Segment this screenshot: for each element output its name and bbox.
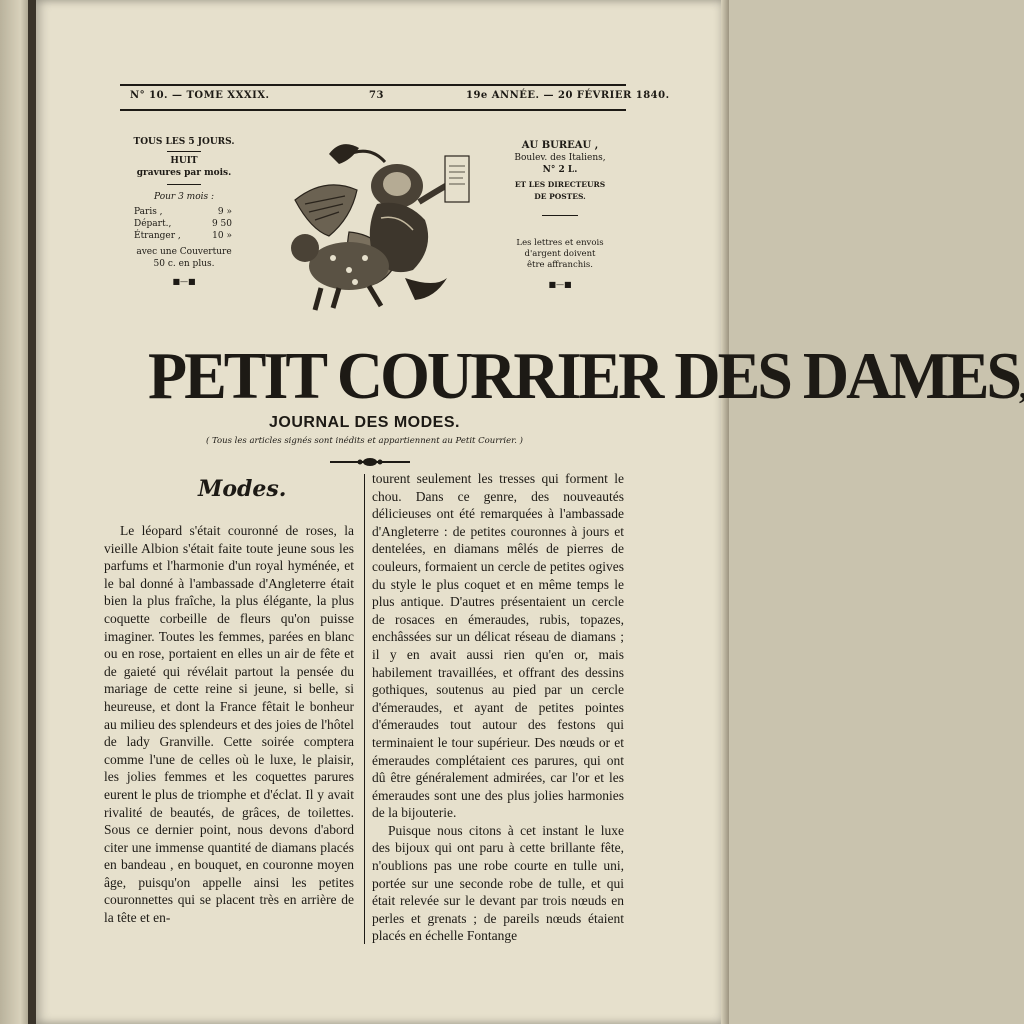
left-column bbox=[104, 522, 354, 927]
header-top-rule bbox=[120, 84, 626, 86]
bureau-number: N° 2 L. bbox=[542, 165, 578, 175]
price-row: Étranger , 10 » bbox=[134, 231, 232, 241]
pour-text: Pour 3 mois : bbox=[154, 192, 214, 202]
copyright-notice: ( Tous les articles signés sont inédits et appartiennent au Petit Courrier. ) bbox=[205, 436, 523, 446]
price-row: Départ., 9 50 bbox=[134, 219, 232, 229]
article-paragraph: tourent seulement les tresses qui forment le chou. Dans ce genre, des nouveautés délicieuses ont été remarquées à l'ambassade d'Angleterre : de petites couronnes à jours et dentelées, en diamans mêlés de pierres de couleurs, formaient un cercle de petites ogives du style le plus coquet et en même temps le plus antique. D'autres présentaient un cercle de rosaces en émeraudes, rubis, topazes, enchâssées sur un délicat réseau de diamans ; il y en avait aussi rien qu'en or, mais habilement travaillées, et offrant des dessins gothiques, soutenus au pied par un cercle d'émeraudes, et ayant de petites pointes d'émeraudes tout autour des festons qui terminaient le tour supérieur. Des nœuds or et émeraudes complétaient ces parures, qui ont dû être généralement admirées, car l'or et les émeraudes sont une des plus jolies harmonies de la bijouterie. bbox=[372, 471, 624, 821]
huit-text: HUIT bbox=[170, 156, 198, 166]
binding-gutter bbox=[28, 0, 36, 1024]
article-paragraph: Puisque nous citons à cet instant le luxe des bijoux qui ont paru à cette brillante fête, n'oublions pas une robe courte en tulle uni, portée sur une seconde robe de tulle, et qui était relevée sur le devant par trois nœuds en perles et grenats ; de pareils nœuds étaient placés en échelle Fontange bbox=[372, 822, 624, 944]
small-ornament: ■—■ bbox=[548, 280, 572, 289]
page-number: 73 bbox=[369, 90, 384, 101]
postes-text: DE POSTES. bbox=[534, 192, 586, 201]
affranchis-text: être affranchis. bbox=[527, 260, 593, 270]
issue-date: 19e ANNÉE. — 20 FÉVRIER 1840. bbox=[466, 90, 670, 101]
cupid-engraving bbox=[285, 138, 475, 322]
frequency-text: TOUS LES 5 JOURS. bbox=[133, 137, 235, 147]
bureau-box bbox=[502, 140, 618, 291]
header-bottom-rule bbox=[120, 109, 626, 111]
issue-number: N° 10. — TOME XXXIX. bbox=[130, 90, 270, 101]
article-paragraph: Le léopard s'était couronné de roses, la vieille Albion s'était faite toute jeune sous les parfums et l'harmonie d'un royal hyménée, et le bal donné à l'ambassade d'Angleterre était bien la plus fraîche, la plus élégante, la plus coquette corbeille de fleurs qu'on puisse imaginer. Toutes les femmes, parées en blanc ou en rose, portaient en elles un air de fête et de gaieté qui révélait partout la pensée du mariage de cette reine si jeune, si belle, si heureuse, et dont la France fêtait le bonheur au milieu des splendeurs et des joies de l'hôtel de lady Granville. Cette soirée comptera comme l'une de celles où le luxe, le plaisir, les jolies femmes et les coquettes parures eurent le plus de triomphe et d'éclat. Il y avait rivalité de beautés, de grâces, de toilettes. Sous ce dernier point, nous devons d'abord citer une immense quantité de diamans placés en bandeau , en bouquet, en couronne moyen âge, puisqu'on appelle ainsi les petites couronnettes qui se placent très en arrière de la tête et en- bbox=[104, 523, 354, 926]
lettres-text: Les lettres et envois bbox=[516, 238, 604, 248]
subscription-box bbox=[128, 136, 240, 288]
section-title: Modes. bbox=[198, 476, 287, 502]
divider-ornament bbox=[330, 456, 410, 468]
price-row: Paris , 9 » bbox=[134, 207, 232, 217]
masthead-subtitle: JOURNAL DES MODES. bbox=[269, 414, 460, 431]
masthead-title: PETIT COURRIER DES DAMES, bbox=[148, 338, 1024, 413]
right-column bbox=[372, 470, 624, 945]
bureau-address: Boulev. des Italiens, bbox=[514, 153, 606, 163]
gravures-text: gravures par mois. bbox=[136, 168, 232, 178]
small-ornament: ■—■ bbox=[172, 277, 196, 286]
column-divider bbox=[364, 474, 365, 944]
couverture-price: 50 c. en plus. bbox=[153, 259, 215, 269]
right-page-edge bbox=[721, 0, 729, 1024]
bureau-title: AU BUREAU , bbox=[521, 140, 599, 151]
argent-text: d'argent doivent bbox=[524, 249, 596, 259]
directeurs-text: ET LES DIRECTEURS bbox=[514, 180, 606, 189]
couverture-text: avec une Couverture bbox=[136, 247, 232, 257]
